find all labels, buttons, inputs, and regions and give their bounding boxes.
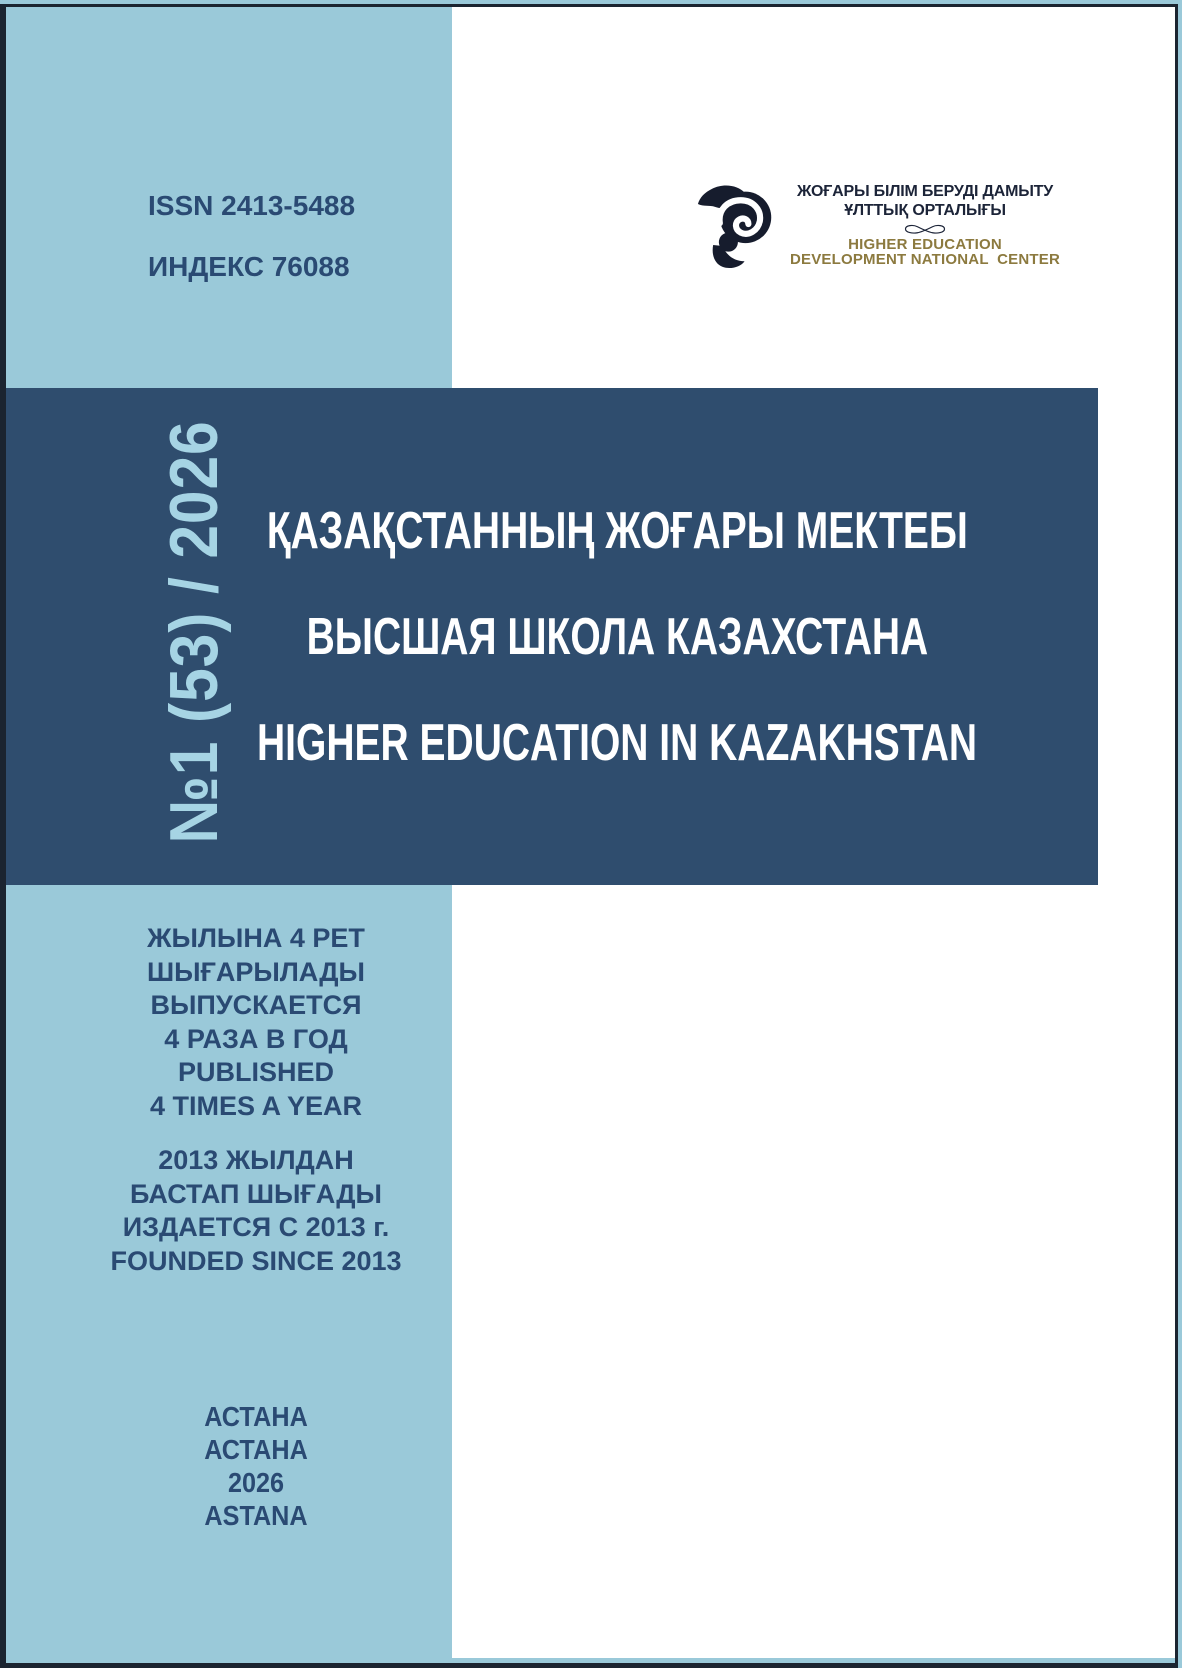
publisher-name-block	[745, 182, 1105, 267]
frequency-line: ЖЫЛЫНА 4 РЕТ	[147, 923, 365, 953]
publisher-name-kk-line1: ЖОҒАРЫ БІЛІМ БЕРУДІ ДАМЫТУ	[796, 183, 1054, 200]
imprint-city-year-block	[56, 1400, 456, 1532]
frequency-line: 4 TIMES A YEAR	[149, 1090, 363, 1121]
founded-line: БАСТАП ШЫҒАДЫ	[130, 1178, 382, 1209]
imprint-line: АСТАНА	[204, 1434, 308, 1465]
infinity-ornament-icon	[895, 223, 955, 235]
imprint-line: ASTANA	[204, 1500, 308, 1531]
journal-title-ru: ВЫСШАЯ ШКОЛА КАЗАХСТАНА	[306, 607, 928, 666]
founded-line: ИЗДАЕТСЯ С 2013 г.	[122, 1212, 390, 1242]
issn-number: ISSN 2413-5488	[148, 190, 356, 221]
founded-line: FOUNDED SINCE 2013	[110, 1245, 402, 1276]
frequency-line: 4 РАЗА В ГОД	[164, 1023, 348, 1054]
founded-since-block	[56, 1144, 456, 1278]
journal-title-en: HIGHER EDUCATION IN KAZAKHSTAN	[256, 713, 978, 772]
subscription-index: ИНДЕКС 76088	[148, 251, 350, 282]
issue-number-vertical: №1 (53) / 2026	[156, 420, 232, 844]
frequency-line: PUBLISHED	[177, 1057, 334, 1087]
imprint-line: 2026	[227, 1467, 285, 1498]
founded-line: 2013 ЖЫЛДАН	[158, 1145, 354, 1175]
publisher-name-kk-line2: ҰЛТТЫҚ ОРТАЛЫҒЫ	[844, 202, 1006, 219]
imprint-line: АСТАНА	[204, 1401, 308, 1432]
publisher-name-en-line1: HIGHER EDUCATION	[848, 236, 1002, 253]
journal-title-kk: ҚАЗАҚСТАННЫҢ ЖОҒАРЫ МЕКТЕБІ	[266, 501, 968, 560]
publication-frequency-block	[56, 922, 456, 1123]
journal-titles	[227, 388, 1007, 885]
frequency-line: ШЫҒАРЫЛАДЫ	[147, 956, 365, 987]
frequency-line: ВЫПУСКАЕТСЯ	[150, 990, 362, 1020]
publisher-name-en-line2: DEVELOPMENT NATIONAL CENTER	[789, 251, 1061, 268]
